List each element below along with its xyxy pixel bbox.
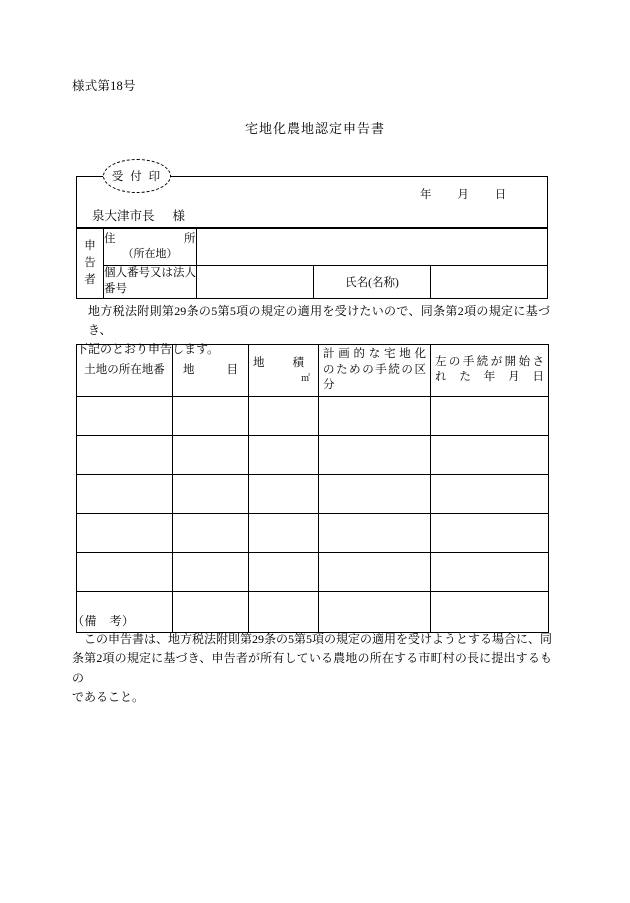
address-label-sub: （所在地） — [122, 248, 178, 261]
vlabel-char-2: 告 — [84, 257, 96, 270]
cell-area[interactable] — [249, 513, 319, 552]
addressee-name: 泉大津市長 — [92, 209, 155, 223]
col-header-start-date — [431, 345, 549, 397]
cell-start-date[interactable] — [431, 396, 549, 435]
cell-procedure[interactable] — [319, 552, 431, 591]
table-row — [77, 591, 549, 632]
table-row — [77, 435, 549, 474]
applicant-vertical-label — [77, 229, 104, 299]
date-day: 日 — [494, 189, 507, 201]
cell-area[interactable] — [249, 474, 319, 513]
cell-area[interactable] — [249, 396, 319, 435]
col-header-procedure — [319, 345, 431, 397]
col-header-category-right: 目 — [226, 363, 238, 376]
col-header-area — [249, 345, 319, 397]
cell-category[interactable] — [173, 435, 249, 474]
page-title: 宅地化農地認定申告書 — [244, 121, 385, 136]
col-header-procedure-line1: 計 画 的 な 宅 地 化 — [323, 348, 426, 360]
cell-start-date[interactable] — [431, 474, 549, 513]
table-row — [77, 552, 549, 591]
mynumber-input[interactable] — [197, 266, 314, 299]
vlabel-char-1: 申 — [84, 240, 96, 253]
addressee-honorific: 様 — [172, 209, 186, 223]
col-header-area-unit: ㎡ — [300, 372, 310, 383]
form-number: 様式第18号 — [72, 79, 136, 93]
cell-procedure[interactable] — [319, 591, 431, 632]
cell-location[interactable] — [77, 474, 173, 513]
land-table — [76, 344, 549, 633]
cell-start-date[interactable] — [431, 591, 549, 632]
col-header-area-right: 積 — [292, 357, 304, 370]
statement-line-1: 地方税法附則第29条の5第5項の規定の適用を受けたいので、同条第2項の規定に基づき、 — [88, 304, 550, 338]
date-line — [420, 186, 507, 202]
receipt-seal-icon: 受 付 印 — [103, 159, 171, 193]
table-row — [77, 266, 548, 299]
address-label-right: 所 — [184, 232, 196, 245]
col-header-category — [173, 345, 249, 397]
remarks-line-1: この申告書は、地方税法附則第29条の5第5項の規定の適用を受けようとする場合に、同 — [84, 632, 553, 646]
address-label-left: 住 — [104, 232, 116, 245]
cell-location[interactable] — [77, 513, 173, 552]
cell-category[interactable] — [173, 474, 249, 513]
cell-category[interactable] — [173, 591, 249, 632]
address-input[interactable] — [197, 229, 548, 266]
statement-line-2: 下記のとおり申告します。 — [76, 342, 220, 357]
col-header-start-line1: 左の手続が開始さ — [435, 355, 544, 368]
name-input[interactable] — [431, 266, 548, 299]
date-month: 月 — [457, 189, 470, 201]
cell-procedure[interactable] — [319, 474, 431, 513]
cell-procedure[interactable] — [319, 396, 431, 435]
cell-category[interactable] — [173, 513, 249, 552]
remarks-line-2: 条第2項の規定に基づき、申告者が所有している農地の所在する市町村の長に提出するもの — [72, 651, 552, 685]
table-row — [77, 513, 549, 552]
land-table-header-row — [77, 345, 549, 397]
applicant-table — [76, 228, 548, 299]
addressee-line — [92, 206, 185, 224]
cell-location[interactable] — [77, 552, 173, 591]
cell-area[interactable] — [249, 591, 319, 632]
cell-procedure[interactable] — [319, 513, 431, 552]
address-label — [104, 229, 197, 266]
cell-start-date[interactable] — [431, 513, 549, 552]
cell-start-date[interactable] — [431, 552, 549, 591]
cell-category[interactable] — [173, 396, 249, 435]
col-header-area-left: 地 — [253, 357, 265, 370]
col-header-location: 土地の所在地番 — [77, 345, 173, 397]
table-row — [77, 474, 549, 513]
remarks-body — [72, 630, 552, 708]
cell-location[interactable] — [77, 435, 173, 474]
cell-category[interactable] — [173, 552, 249, 591]
cell-location[interactable] — [77, 396, 173, 435]
col-header-category-left: 地 — [183, 363, 195, 376]
col-header-procedure-line2: のための手続の区分 — [323, 363, 426, 392]
cell-area[interactable] — [249, 435, 319, 474]
vlabel-char-3: 者 — [84, 273, 96, 286]
date-year: 年 — [420, 189, 432, 201]
col-header-start-line2: れ た 年 月 日 — [435, 371, 544, 384]
mynumber-label: 個人番号又は法人番号 — [104, 266, 197, 299]
remarks-line-3: であること。 — [72, 690, 145, 705]
table-row — [77, 396, 549, 435]
name-label: 氏名(名称) — [314, 266, 431, 299]
cell-area[interactable] — [249, 552, 319, 591]
table-row — [77, 229, 548, 266]
remarks-title: （備 考） — [72, 614, 135, 628]
cell-procedure[interactable] — [319, 435, 431, 474]
cell-start-date[interactable] — [431, 435, 549, 474]
